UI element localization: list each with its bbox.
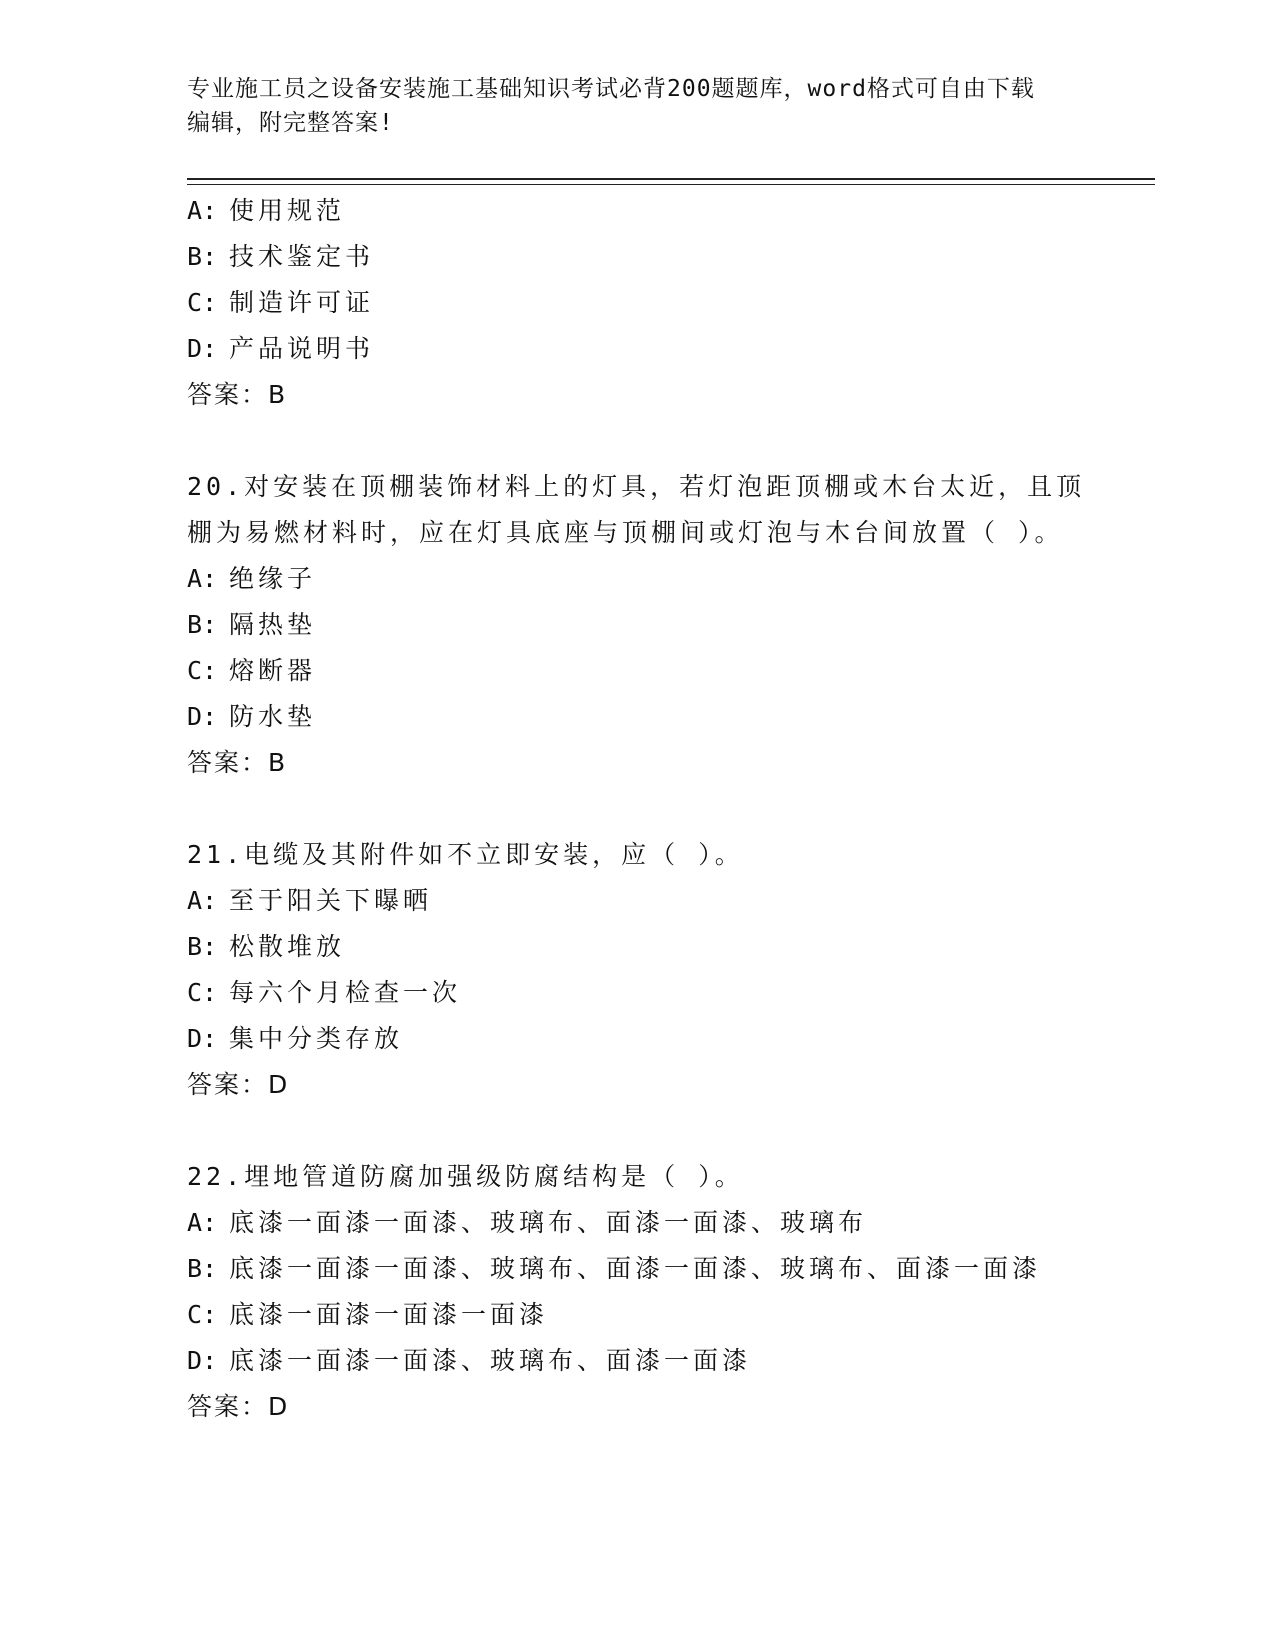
option-prefix: C: [187,288,218,317]
option-prefix: D: [187,334,218,363]
option-b [187,234,1107,280]
option-prefix: C: [187,1300,218,1329]
option-text: 防水垫 [229,702,317,731]
option-text: 底漆一面漆一面漆、玻璃布、面漆一面漆、玻璃布、面漆一面漆 [229,1254,1042,1283]
spacer [187,418,1107,464]
option-a [187,188,1107,234]
question-list [187,188,1107,1430]
answer: 答案：B [187,380,288,409]
option-prefix: A: [187,886,218,915]
option-prefix: B: [187,242,218,271]
option-d [187,694,1107,740]
option-text: 隔热垫 [229,610,317,639]
spacer [187,786,1107,832]
question-19 [187,188,1107,418]
question-21 [187,832,1107,1108]
option-prefix: B: [187,610,218,639]
option-b [187,924,1107,970]
option-text: 绝缘子 [229,564,317,593]
option-c [187,648,1107,694]
option-a [187,878,1107,924]
option-a [187,1200,1107,1246]
option-text: 至于阳关下曝晒 [229,886,433,915]
option-prefix: A: [187,1208,218,1237]
header-rule-thick [187,178,1155,180]
option-text: 技术鉴定书 [229,242,375,271]
option-text: 熔断器 [229,656,317,685]
option-prefix: C: [187,656,218,685]
option-c [187,280,1107,326]
option-prefix: A: [187,196,218,225]
option-text: 集中分类存放 [229,1024,404,1053]
option-a [187,556,1107,602]
answer: 答案：D [187,1392,290,1421]
option-text: 松散堆放 [229,932,346,961]
option-text: 制造许可证 [229,288,375,317]
option-prefix: D: [187,1346,218,1375]
question-text-line-1: 22.埋地管道防腐加强级防腐结构是（ ）。 [187,1162,744,1191]
option-d [187,326,1107,372]
option-text: 底漆一面漆一面漆一面漆 [229,1300,549,1329]
option-b [187,1246,1107,1292]
option-text: 产品说明书 [229,334,375,363]
document-header [187,72,1077,140]
option-text: 底漆一面漆一面漆、玻璃布、面漆一面漆、玻璃布 [229,1208,868,1237]
option-prefix: D: [187,1024,218,1053]
question-text-line-1: 20.对安装在顶棚装饰材料上的灯具，若灯泡距顶棚或木台太近，且顶 [187,472,1086,501]
option-prefix: B: [187,1254,218,1283]
option-c [187,970,1107,1016]
answer: 答案：D [187,1070,290,1099]
option-text: 底漆一面漆一面漆、玻璃布、面漆一面漆 [229,1346,752,1375]
option-prefix: A: [187,564,218,593]
header-line-1: 专业施工员之设备安装施工基础知识考试必背200题题库，word格式可自由下载 [187,76,1035,102]
option-d [187,1338,1107,1384]
option-text: 每六个月检查一次 [229,978,462,1007]
question-text-line-2: 棚为易燃材料时，应在灯具底座与顶棚间或灯泡与木台间放置（ ）。 [187,518,1064,547]
spacer [187,1108,1107,1154]
header-rule-thin [187,184,1155,185]
option-prefix: D: [187,702,218,731]
option-d [187,1016,1107,1062]
question-22 [187,1154,1107,1430]
question-20 [187,464,1107,786]
option-b [187,602,1107,648]
option-text: 使用规范 [229,196,346,225]
answer: 答案：B [187,748,288,777]
question-text-line-1: 21.电缆及其附件如不立即安装，应（ ）。 [187,840,744,869]
header-line-2: 编辑，附完整答案! [187,110,394,136]
option-prefix: B: [187,932,218,961]
option-prefix: C: [187,978,218,1007]
option-c [187,1292,1107,1338]
